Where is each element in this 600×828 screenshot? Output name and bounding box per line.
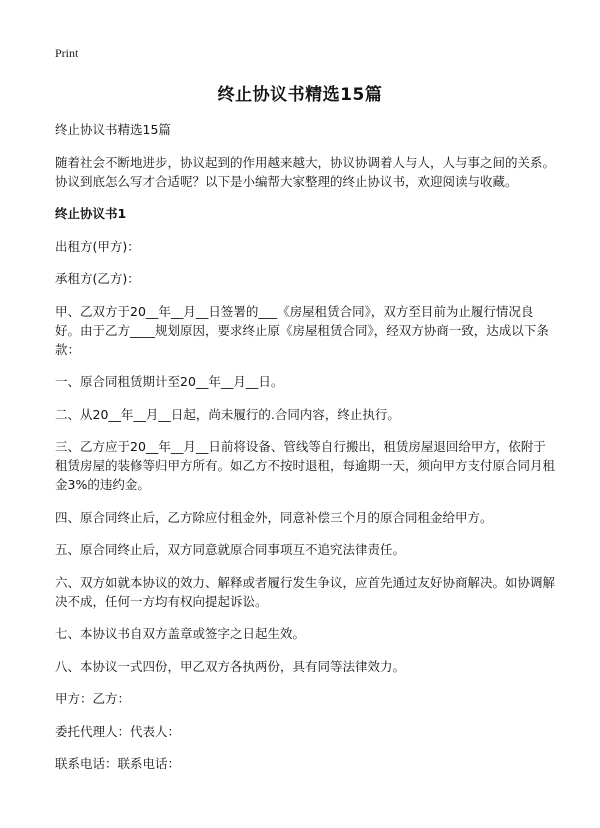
clause-7: 七、本协议书自双方盖章或签字之日起生效。 <box>55 626 306 641</box>
clause-1: 一、原合同租赁期计至20__年__月__日。 <box>55 374 284 389</box>
signature-phones: 联系电话：联系电话： <box>55 756 181 771</box>
section-heading: 终止协议书1 <box>55 206 127 221</box>
clause-4: 四、原合同终止后，乙方除应付租金外，同意补偿三个月的原合同租金给甲方。 <box>55 509 493 525</box>
document-body <box>55 120 555 787</box>
clause-6: 六、双方如就本协议的效力、解释或者履行发生争议，应首先通过友好协商解决。如协调解决不成，任何一方均有权向提起诉讼。 <box>55 574 556 609</box>
agreement-paragraph: 甲、乙双方于20__年__月__日签署的___《房屋租赁合同》，双方至目前为止履行情况良好。由于乙方____规划原因，要求终止原《房屋租赁合同》，经双方协商一致，达成以下条款： <box>55 303 549 357</box>
intro-paragraph: 随着社会不断地进步，协议起到的作用越来越大，协议协调着人与人，人与事之间的关系。协议到底怎么写才合适呢？以下是小编帮大家整理的终止协议书，欢迎阅读与收藏。 <box>55 154 556 189</box>
signature-parties: 甲方：乙方： <box>55 691 131 706</box>
clause-3: 三、乙方应于20__年__月__日前将设备、管线等自行搬出，租赁房屋退回给甲方，依附于租赁房屋的装修等归甲方所有。如乙方不按时退租，每逾期一天，须向甲方支付原合同月租金3%的违约金。 <box>55 439 556 492</box>
document-subtitle: 终止协议书精选15篇 <box>55 122 171 137</box>
party-a-line: 出租方(甲方)： <box>55 238 140 254</box>
clause-2: 二、从20__年__月__日起，尚未履行的.合同内容，终止执行。 <box>55 406 400 422</box>
document-title: 终止协议书精选15篇 <box>217 85 383 105</box>
print-link[interactable]: Print <box>55 46 79 60</box>
signature-agents: 委托代理人：代表人： <box>55 723 181 739</box>
clause-8: 八、本协议一式四份，甲乙双方各执两份，具有同等法律效力。 <box>55 658 406 674</box>
clause-5: 五、原合同终止后，双方同意就原合同事项互不追究法律责任。 <box>55 542 406 557</box>
party-b-line: 承租方(乙方)： <box>55 271 140 286</box>
